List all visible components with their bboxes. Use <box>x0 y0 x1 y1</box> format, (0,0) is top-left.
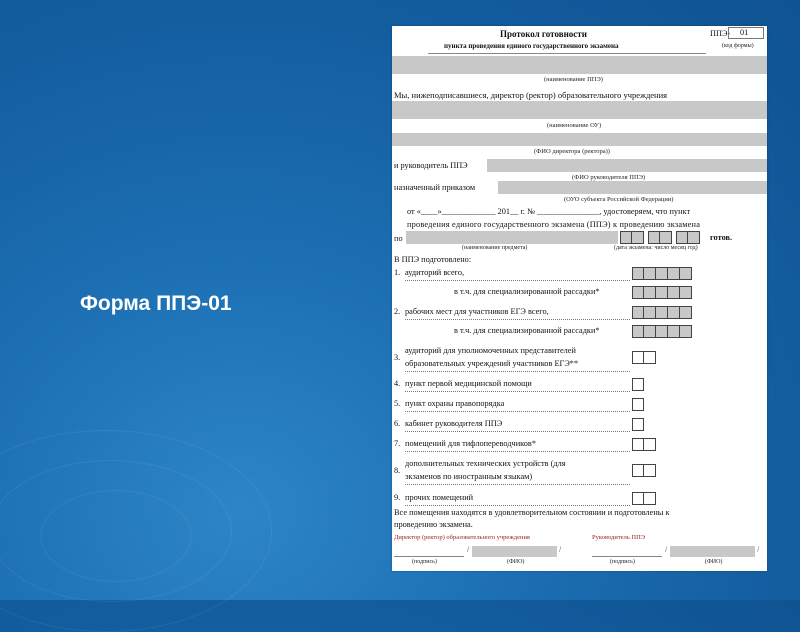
form-title: Протокол готовности <box>500 29 587 39</box>
head-signature-caption: (подпись) <box>610 559 635 565</box>
final-statement-2: проведению экзамена. <box>394 520 473 529</box>
list-item: в т.ч. для специализированной рассадки* <box>392 323 767 341</box>
exam-line: проведения единого государственного экзамена (ППЭ) к проведению экзамена <box>407 220 701 229</box>
ppe-head-label: и руководитель ППЭ <box>394 161 468 170</box>
director-signature-label: Директор (ректор) образовательного учреждения <box>394 534 530 541</box>
item-cells[interactable] <box>632 286 692 299</box>
ou-name-field[interactable] <box>392 101 767 119</box>
ready-label: готов. <box>710 233 733 242</box>
head-fio-caption-bottom: (ФИО) <box>705 559 723 565</box>
list-item: в т.ч. для специализированной рассадки* <box>392 284 767 302</box>
director-fio-field[interactable] <box>392 133 767 146</box>
head-slash: / <box>665 545 668 554</box>
ppe-head-fio-caption: (ФИО руководителя ППЭ) <box>572 174 646 181</box>
from-line: от «____»_____________ 201__ г. № _______________, удостоверяем, что пункт <box>407 207 691 216</box>
item-cells[interactable] <box>632 267 692 280</box>
subject-caption: (наименование предмета) <box>462 245 528 251</box>
ppe-name-field[interactable] <box>392 56 767 74</box>
exam-month-cells[interactable] <box>648 231 672 244</box>
list-item: 9. прочих помещений <box>392 490 767 508</box>
director-signature-line[interactable] <box>394 556 464 557</box>
item-cells[interactable] <box>632 398 644 411</box>
final-statement-1: Все помещения находятся в удовлетворительном состоянии и подготовлены к <box>394 508 670 517</box>
subject-field[interactable] <box>406 231 618 244</box>
director-slash: / <box>467 545 470 554</box>
item-cells[interactable] <box>632 464 656 477</box>
list-item: 5. пункт охраны правопорядка <box>392 396 767 414</box>
form-code-box <box>728 27 764 39</box>
ppe-head-fio-field[interactable] <box>487 159 767 172</box>
form-code-caption: (код формы) <box>722 43 754 49</box>
exam-date-cells[interactable] <box>620 231 644 244</box>
po-label: по <box>394 234 403 243</box>
item-cells[interactable] <box>632 325 692 338</box>
item-cells[interactable] <box>632 378 644 391</box>
undersigned-text: Мы, нижеподписавшиеся, директор (ректор) образовательного учреждения <box>394 90 668 100</box>
prepared-header: В ППЭ подготовлено: <box>394 255 472 264</box>
list-item: 4. пункт первой медицинской помощи <box>392 376 767 394</box>
bg-ripple <box>40 490 192 582</box>
director-fio-caption: (ФИО директора (ректора)) <box>534 148 610 155</box>
form-code-value: 01 <box>740 28 749 37</box>
list-item: 3. аудиторий для уполномоченных представителей образовательных учреждений участников ЕГЭ** <box>392 344 767 374</box>
item-cells[interactable] <box>632 438 656 451</box>
item-cells[interactable] <box>632 492 656 505</box>
order-field[interactable] <box>498 181 767 194</box>
ppe-name-caption: (наименование ППЭ) <box>544 76 603 83</box>
ppe-01-form <box>392 26 767 571</box>
item-cells[interactable] <box>632 351 656 364</box>
head-signature-line[interactable] <box>592 556 662 557</box>
slide-title: Форма ППЭ-01 <box>80 292 232 315</box>
head-fio-signature-field[interactable] <box>670 546 755 557</box>
ouo-caption: (ОУО субъекта Российской Федерации) <box>564 196 674 203</box>
list-item: 2. рабочих мест для участников ЕГЭ всего, <box>392 304 767 322</box>
item-cells[interactable] <box>632 306 692 319</box>
list-item: 8. дополнительных технических устройств (для экзаменов по иностранным языкам) <box>392 457 767 487</box>
director-fio-caption-bottom: (ФИО) <box>507 559 525 565</box>
item-cells[interactable] <box>632 418 644 431</box>
head-slash-2: / <box>757 545 760 554</box>
list-item: 1. аудиторий всего, <box>392 265 767 283</box>
order-label: назначенный приказом <box>394 183 476 192</box>
list-item: 7. помещений для тифлопереводчиков* <box>392 436 767 454</box>
exam-year-cells[interactable] <box>676 231 700 244</box>
date-caption: (дата экзамена: число месяц год) <box>614 245 698 251</box>
list-item: 6. кабинет руководителя ППЭ <box>392 416 767 434</box>
head-signature-label: Руководитель ППЭ <box>592 534 646 541</box>
director-fio-signature-field[interactable] <box>472 546 557 557</box>
form-subtitle: пункта проведения единого государственного экзамена <box>444 42 619 50</box>
director-slash-2: / <box>559 545 562 554</box>
director-signature-caption: (подпись) <box>412 559 437 565</box>
form-code-label: ППЭ- <box>710 29 731 38</box>
ou-name-caption: (наименование ОУ) <box>547 122 602 129</box>
